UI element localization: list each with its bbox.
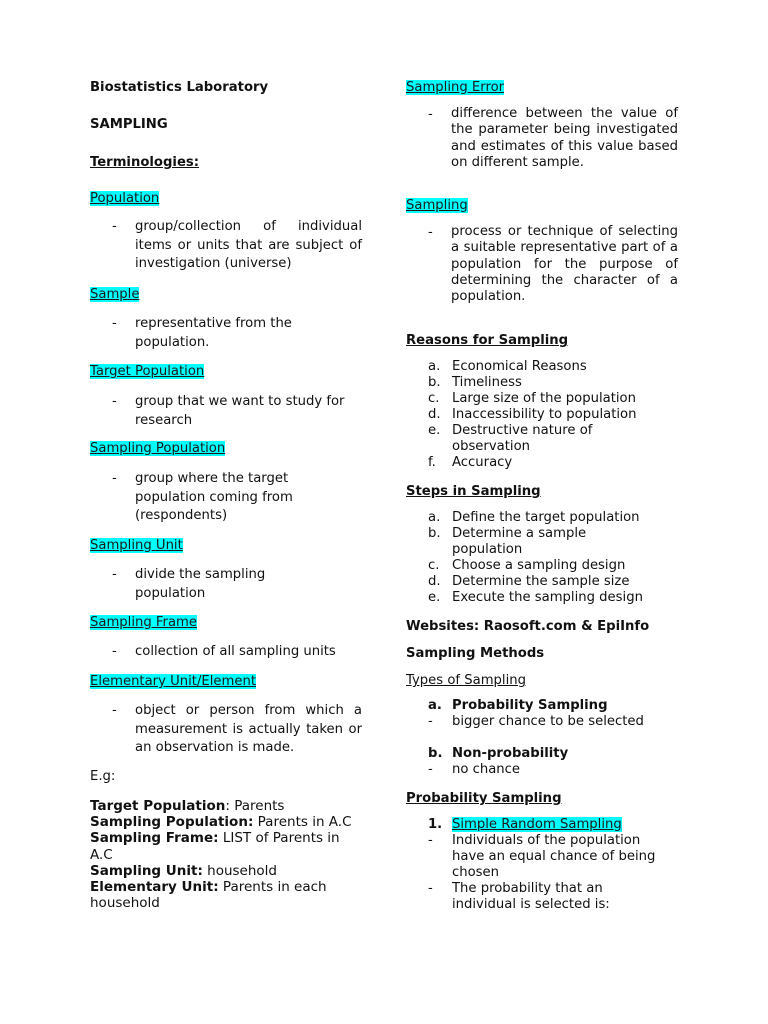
- term-target-population: [90, 363, 362, 380]
- term-label: Sample: [90, 287, 140, 302]
- term-label: Population: [90, 191, 160, 206]
- term-sampling: [406, 197, 678, 214]
- term-label: Target Population: [90, 364, 205, 379]
- term-population: [90, 190, 362, 207]
- bullet-dash: -: [112, 219, 117, 234]
- term-sampling-unit: [90, 537, 362, 554]
- example-line: Sampling Unit: household: [90, 862, 277, 879]
- term-label: Sampling Population: [90, 441, 226, 456]
- probability-heading: Probability Sampling: [406, 791, 562, 806]
- example-label: E.g:: [90, 769, 116, 784]
- steps-heading: Steps in Sampling: [406, 484, 541, 499]
- bullet-dash: -: [112, 316, 117, 331]
- term-label: Simple Random Sampling: [452, 817, 622, 832]
- bullet-dash: -: [428, 833, 433, 848]
- example-line: Sampling Population: Parents in A.C: [90, 814, 352, 831]
- example-line: Elementary Unit: Parents in each household: [90, 879, 327, 912]
- page-title: SAMPLING: [90, 117, 168, 132]
- term-sampling-frame: [90, 614, 362, 631]
- types-heading: Types of Sampling: [406, 673, 526, 688]
- example-line: Target Population: Parents: [90, 798, 285, 814]
- example-line: Sampling Frame: LIST of Parents in A.C: [90, 830, 340, 863]
- term-sample: [90, 286, 362, 303]
- term-sampling-error: [406, 79, 678, 96]
- bullet-dash: -: [428, 881, 433, 896]
- bullet-dash: -: [428, 107, 433, 122]
- methods-heading: Sampling Methods: [406, 646, 545, 661]
- term-elementary-unit: [90, 673, 362, 690]
- bullet-dash: -: [428, 762, 433, 777]
- bullet-dash: -: [428, 225, 433, 240]
- term-label: Sampling: [406, 198, 468, 213]
- document-header: Biostatistics Laboratory: [90, 80, 269, 95]
- term-sampling-population: [90, 440, 362, 457]
- bullet-dash: -: [112, 567, 117, 582]
- examples-block: [90, 798, 362, 911]
- term-label: Sampling Frame: [90, 615, 198, 630]
- bullet-dash: -: [112, 394, 117, 409]
- bullet-dash: -: [428, 714, 433, 729]
- term-label: Sampling Unit: [90, 538, 183, 553]
- term-label: Sampling Error: [406, 80, 505, 95]
- term-label: Elementary Unit/Element: [90, 674, 256, 689]
- websites-line: Websites: Raosoft.com & EpiInfo: [406, 619, 650, 634]
- reasons-heading: Reasons for Sampling: [406, 333, 569, 348]
- bullet-dash: -: [112, 471, 117, 486]
- bullet-dash: -: [112, 644, 117, 659]
- terminologies-heading: Terminologies:: [90, 155, 200, 170]
- bullet-dash: -: [112, 703, 117, 718]
